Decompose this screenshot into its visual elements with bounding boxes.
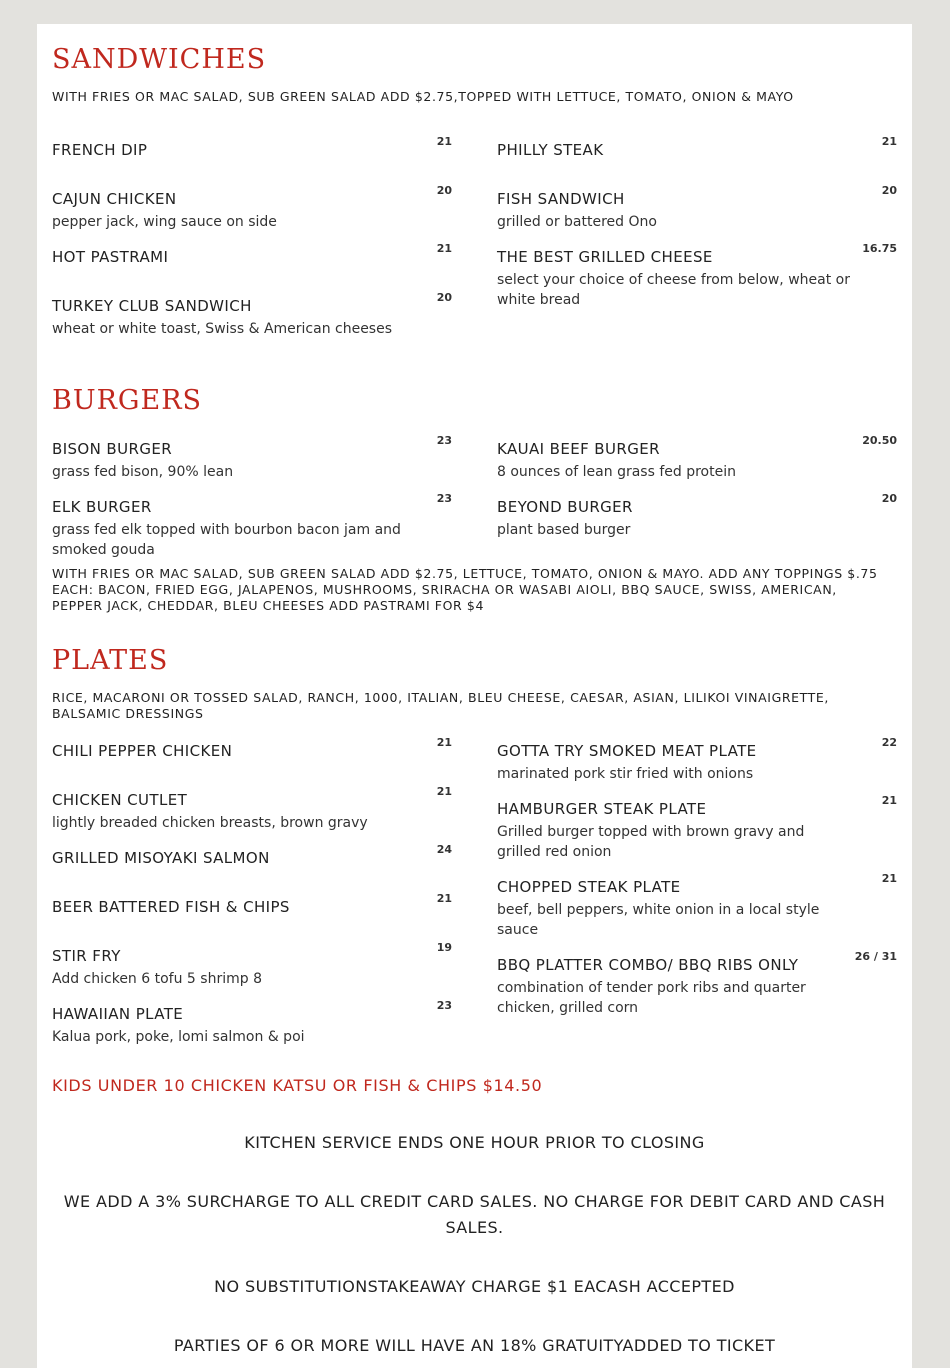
notice-gratuity: PARTIES OF 6 OR MORE WILL HAVE AN 18% GRATUITYADDED TO TICKET: [173, 1336, 776, 1355]
menu-item: [52, 843, 452, 867]
menu-item: [497, 950, 897, 1018]
item-name: CHICKEN CUTLET: [52, 791, 188, 809]
item-name: KAUAI BEEF BURGER: [497, 440, 660, 458]
item-name: STIR FRY: [52, 947, 121, 965]
item-price: 23: [436, 999, 452, 1012]
menu-item: [497, 492, 897, 540]
menu-item: [52, 941, 452, 989]
item-description: grass fed elk topped with bourbon bacon jam and smoked gouda: [52, 522, 401, 558]
item-price: 22: [881, 736, 897, 749]
menu-item: [52, 492, 452, 560]
item-description: lightly breaded chicken breasts, brown gravy: [52, 815, 368, 831]
item-price: 24: [436, 843, 452, 856]
notice-surcharge: WE ADD A 3% SURCHARGE TO ALL CREDIT CARD SALES. NO CHARGE FOR DEBIT CARD AND CASH SALES.: [63, 1192, 886, 1237]
notice-kitchen-hours: KITCHEN SERVICE ENDS ONE HOUR PRIOR TO CLOSING: [244, 1133, 705, 1152]
item-name: PHILLY STEAK: [497, 141, 604, 159]
item-name: FISH SANDWICH: [497, 190, 625, 208]
menu-item: [497, 794, 897, 862]
menu-item: [497, 135, 897, 159]
item-description: beef, bell peppers, white onion in a local style sauce: [497, 902, 820, 938]
menu-page: [37, 24, 912, 1368]
item-name: HOT PASTRAMI: [52, 248, 169, 266]
menu-item: [52, 242, 452, 266]
item-name: BBQ PLATTER COMBO/ BBQ RIBS ONLY: [497, 956, 799, 974]
menu-item: [497, 736, 897, 784]
item-name: ELK BURGER: [52, 498, 152, 516]
item-description: 8 ounces of lean grass fed protein: [497, 464, 736, 480]
kids-menu-line: KIDS UNDER 10 CHICKEN KATSU OR FISH & CHIPS $14.50: [52, 1076, 543, 1095]
item-name: BEYOND BURGER: [497, 498, 633, 516]
item-description: wheat or white toast, Swiss & American cheeses: [52, 321, 393, 337]
item-name: THE BEST GRILLED CHEESE: [497, 248, 713, 266]
sandwiches-note: WITH FRIES OR MAC SALAD, SUB GREEN SALAD ADD $2.75,TOPPED WITH LETTUCE, TOMATO, ONION & MAYO: [52, 89, 794, 104]
menu-item: [52, 135, 452, 159]
item-price: 20: [881, 492, 897, 505]
item-price: 23: [436, 492, 452, 505]
item-price: 16.75: [862, 242, 897, 255]
item-description: plant based burger: [497, 522, 631, 538]
item-price: 21: [436, 135, 452, 148]
item-description: grilled or battered Ono: [497, 214, 657, 230]
plates-note: RICE, MACARONI OR TOSSED SALAD, RANCH, 1000, ITALIAN, BLEU CHEESE, CAESAR, ASIAN, LILIKOI VINAIGRETTE, BALSAMIC DRESSINGS: [52, 690, 829, 721]
item-description: Add chicken 6 tofu 5 shrimp 8: [52, 971, 262, 987]
menu-item: [52, 736, 452, 760]
section-title-sandwiches: SANDWICHES: [52, 44, 267, 75]
menu-item: [497, 242, 897, 310]
menu-item: [52, 892, 452, 916]
item-name: CAJUN CHICKEN: [52, 190, 177, 208]
item-name: CHOPPED STEAK PLATE: [497, 878, 681, 896]
menu-item: [497, 434, 897, 482]
menu-item: [497, 872, 897, 940]
item-price: 21: [436, 785, 452, 798]
item-description: pepper jack, wing sauce on side: [52, 214, 277, 230]
notice-substitutions: NO SUBSTITUTIONSTAKEAWAY CHARGE $1 EACASH ACCEPTED: [214, 1277, 735, 1296]
menu-item: [52, 184, 452, 232]
menu-item: [52, 785, 452, 833]
item-description: marinated pork stir fried with onions: [497, 766, 754, 782]
item-price: 21: [881, 135, 897, 148]
item-name: FRENCH DIP: [52, 141, 148, 159]
item-name: HAWAIIAN PLATE: [52, 1005, 184, 1023]
item-description: select your choice of cheese from below, wheat or white bread: [497, 272, 850, 308]
item-name: GOTTA TRY SMOKED MEAT PLATE: [497, 742, 757, 760]
menu-item: [52, 291, 452, 339]
item-price: 21: [436, 242, 452, 255]
item-price: 21: [881, 794, 897, 807]
item-name: CHILI PEPPER CHICKEN: [52, 742, 233, 760]
item-description: Kalua pork, poke, lomi salmon & poi: [52, 1029, 305, 1045]
item-price: 21: [436, 892, 452, 905]
menu-item: [52, 434, 452, 482]
item-price: 23: [436, 434, 452, 447]
item-price: 26 / 31: [854, 950, 897, 963]
item-price: 20: [436, 184, 452, 197]
item-description: grass fed bison, 90% lean: [52, 464, 234, 480]
item-price: 21: [881, 872, 897, 885]
menu-item: [497, 184, 897, 232]
item-price: 20.50: [862, 434, 897, 447]
burgers-note: WITH FRIES OR MAC SALAD, SUB GREEN SALAD ADD $2.75, LETTUCE, TOMATO, ONION & MAYO. ADD ANY TOPPINGS $.75 EACH: BACON, FRIED EGG, JALAPENOS, MUSHROOMS, SRIRACHA OR WASABI AIOLI, BBQ SAUCE, SWISS, AMERICAN, PEPPER JACK, CHEDDAR, BLEU CHEESES ADD PASTRAMI FOR $4: [52, 566, 878, 613]
menu-item: [52, 999, 452, 1047]
item-name: HAMBURGER STEAK PLATE: [497, 800, 707, 818]
item-price: 20: [436, 291, 452, 304]
section-title-plates: PLATES: [52, 645, 169, 676]
item-name: TURKEY CLUB SANDWICH: [52, 297, 252, 315]
item-name: BISON BURGER: [52, 440, 173, 458]
item-price: 19: [436, 941, 452, 954]
item-description: Grilled burger topped with brown gravy and grilled red onion: [497, 824, 805, 860]
item-description: combination of tender pork ribs and quarter chicken, grilled corn: [497, 980, 806, 1016]
item-price: 20: [881, 184, 897, 197]
item-price: 21: [436, 736, 452, 749]
item-name: GRILLED MISOYAKI SALMON: [52, 849, 270, 867]
item-name: BEER BATTERED FISH & CHIPS: [52, 898, 290, 916]
section-title-burgers: BURGERS: [52, 385, 203, 416]
